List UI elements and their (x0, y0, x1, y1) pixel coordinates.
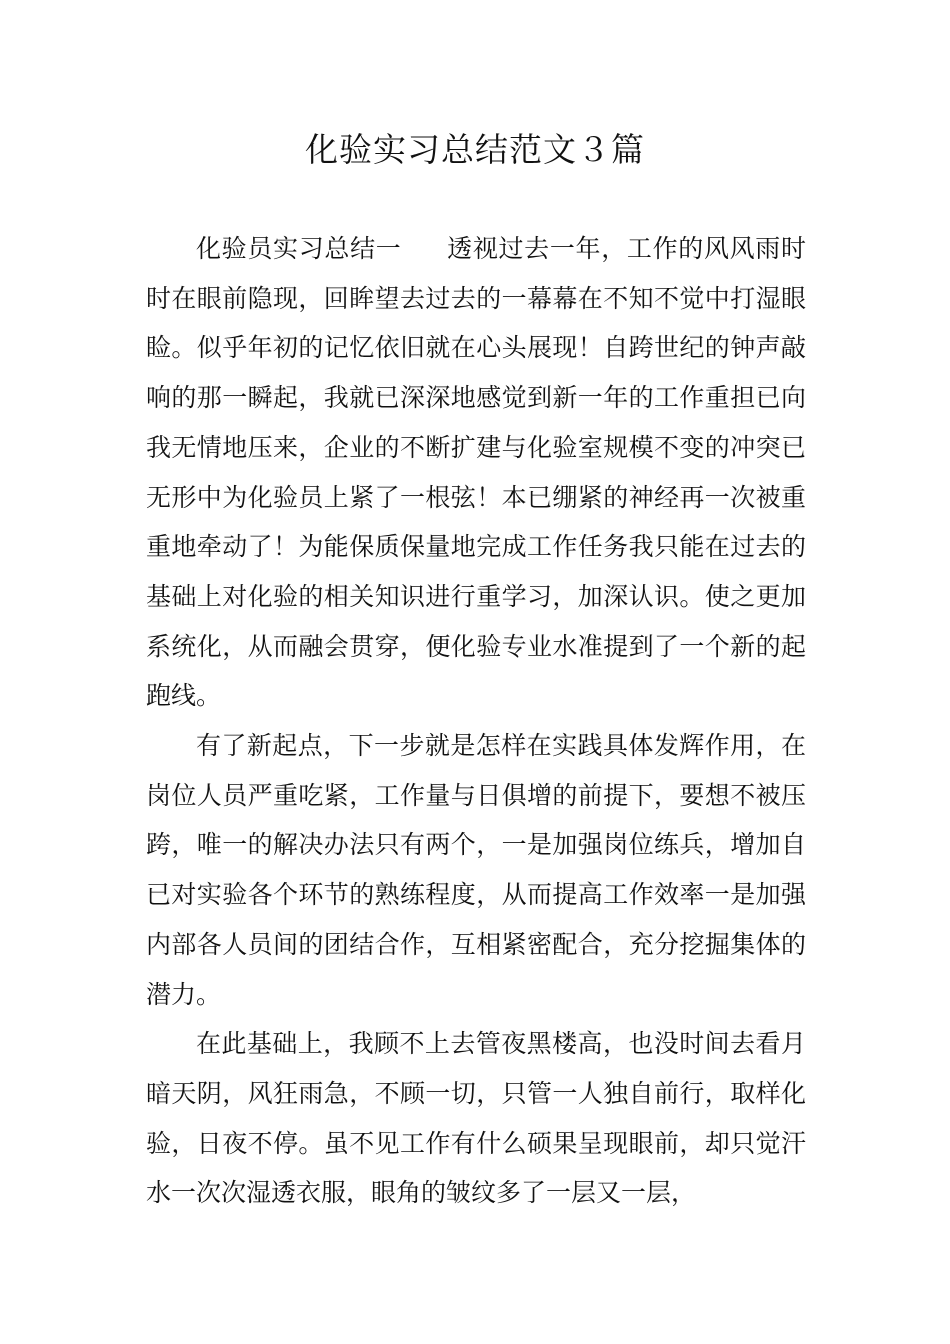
paragraph-1-text: 透视过去一年，工作的风风雨时时在眼前隐现，回眸望去过去的一幕幕在不知不觉中打湿眼睑。似乎年初的记忆依旧就在心头展现！自跨世纪的钟声敲响的那一瞬起，我就已深深地感觉到新一年的工作重担已向我无情地压来，企业的不断扩建与化验室规模不变的冲突已无形中为化验员上紧了一根弦！本已绷紧的神经再一次被重重地牵动了！为能保质保量地完成工作任务我只能在过去的基础上对化验的相关知识进行重学习，加深认识。使之更加系统化，从而融会贯穿，便化验专业水准提到了一个新的起跑线。 (146, 234, 806, 711)
paragraph-1 (146, 224, 806, 721)
document-body (146, 224, 806, 1218)
paragraph-2: 有了新起点，下一步就是怎样在实践具体发辉作用，在岗位人员严重吃紧，工作量与日俱增的前提下，要想不被压跨，唯一的解决办法只有两个，一是加强岗位练兵，增加自已对实验各个环节的熟练程度，从而提高工作效率一是加强内部各人员间的团结合作，互相紧密配合，充分挖掘集体的潜力。 (146, 731, 806, 1009)
paragraph-3: 在此基础上，我顾不上去管夜黑楼高，也没时间去看月暗天阴，风狂雨急，不顾一切，只管一人独自前行，取样化验，日夜不停。虽不见工作有什么硕果呈现眼前，却只觉汗水一次次湿透衣服，眼角的皱纹多了一层又一层， (146, 1029, 806, 1208)
document-title: 化验实习总结范文３篇 (305, 130, 645, 169)
section-heading: 化验员实习总结一 (196, 234, 402, 263)
